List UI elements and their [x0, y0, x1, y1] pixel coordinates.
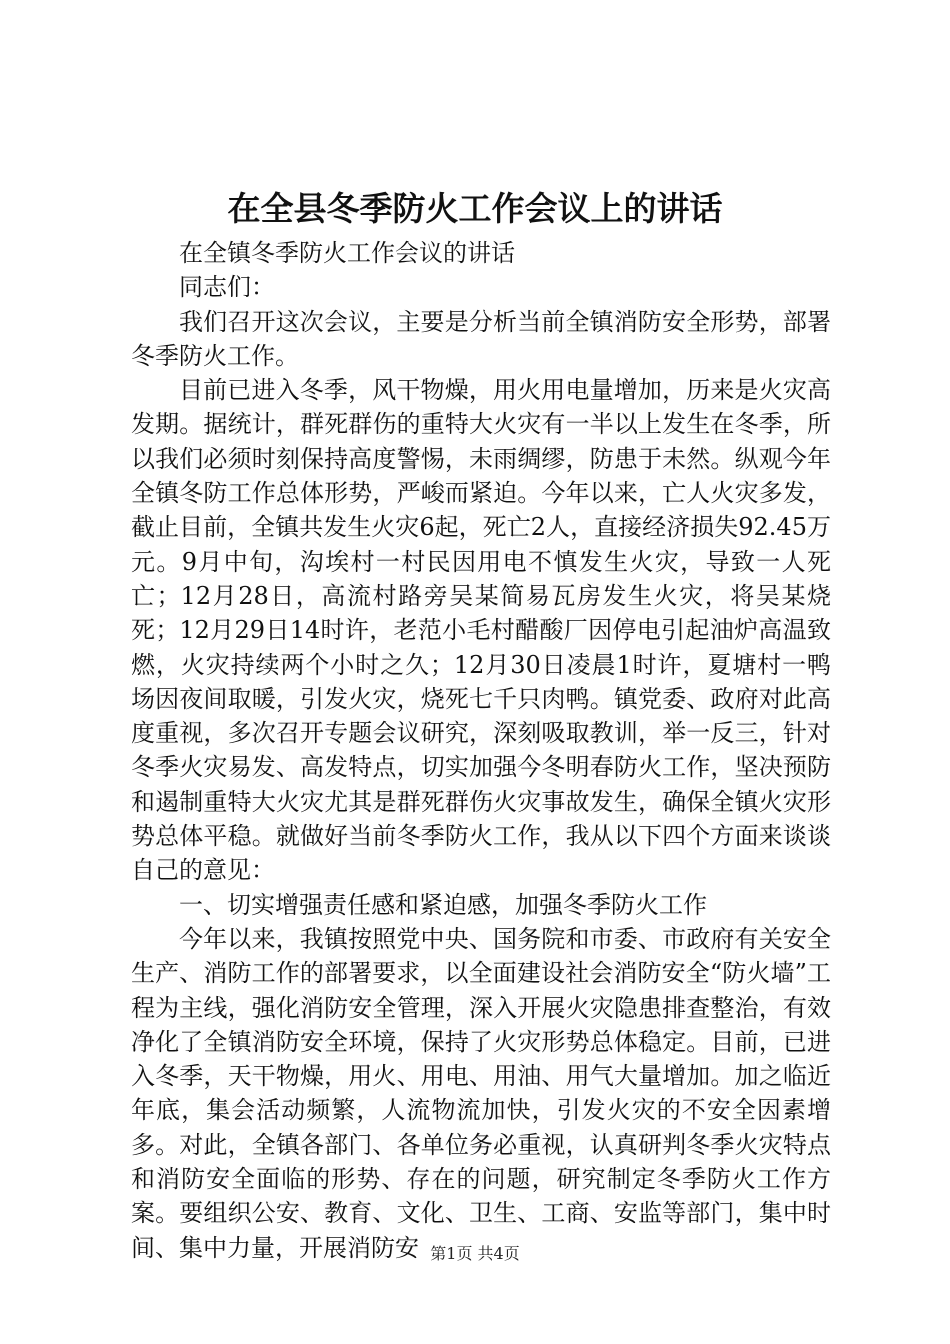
intro-paragraph: 我们召开这次会议，主要是分析当前全镇消防安全形势，部署冬季防火工作。	[131, 307, 831, 370]
section-heading-1: 一、切实增强责任感和紧迫感，加强冬季防火工作	[179, 890, 707, 919]
subtitle-paragraph: 在全镇冬季防火工作会议的讲话	[179, 239, 515, 267]
page-number-footer: 第1页 共4页	[430, 1244, 520, 1263]
document-body	[131, 236, 831, 1265]
section-1-paragraph: 今年以来，我镇按照党中央、国务院和市委、市政府有关安全生产、消防工作的部署要求，以全面建设社会消防安全“防火墙”工程为主线，强化消防安全管理，深入开展火灾隐患排查整治，有效净化了全镇消防安全环境，保持了火灾形势总体稳定。目前，已进入冬季，天干物燥，用火、用电、用油、用气大量增加。加之临近年底，集会活动频繁，人流物流加快，引发火灾的不安全因素增多。对此，全镇各部门、各单位务必重视，认真研判冬季火灾特点和消防安全面临的形势、存在的问题，研究制定冬季防火工作方案。要组织公安、教育、文化、卫生、工商、安监等部门，集中时间、集中力量，开展消防安	[131, 924, 831, 1262]
document-title: 在全县冬季防火工作会议上的讲话	[227, 189, 723, 228]
situation-paragraph: 目前已进入冬季，风干物燥，用火用电量增加，历来是火灾高发期。据统计，群死群伤的重特大火灾有一半以上发生在冬季，所以我们必须时刻保持高度警惕，未雨绸缪，防患于未然。纵观今年全镇冬防工作总体形势，严峻而紧迫。今年以来，亡人火灾多发，截止目前，全镇共发生火灾6起，死亡2人，直接经济损失92.45万元。9月中旬，沟埃村一村民因用电不慎发生火灾，导致一人死亡；12月28日，高流村路旁吴某简易瓦房发生火灾，将吴某烧死；12月29日14时许，老范小毛村醋酸厂因停电引起油炉高温致燃，火灾持续两个小时之久；12月30日凌晨1时许，夏塘村一鸭场因夜间取暖，引发火灾，烧死七千只肉鸭。镇党委、政府对此高度重视，多次召开专题会议研究，深刻吸取教训，举一反三，针对冬季火灾易发、高发特点，切实加强今冬明春防火工作，坚决预防和遏制重特大火灾尤其是群死群伤火灾事故发生，确保全镇火灾形势总体平稳。就做好当前冬季防火工作，我从以下四个方面来谈谈自己的意见：	[131, 376, 831, 885]
salutation-paragraph: 同志们：	[179, 273, 275, 302]
